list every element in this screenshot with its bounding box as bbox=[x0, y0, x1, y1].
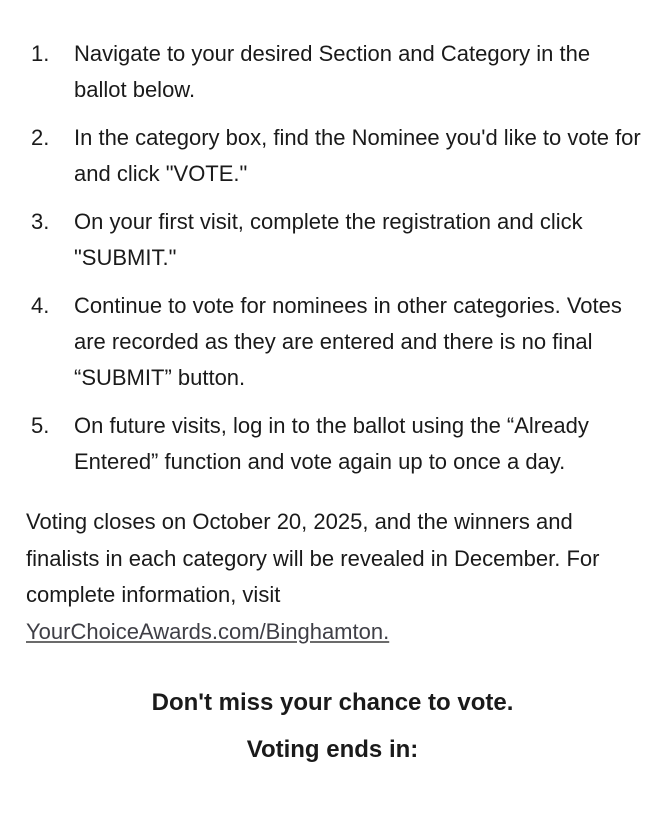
list-item bbox=[0, 408, 665, 480]
voting-closes-paragraph bbox=[26, 504, 646, 650]
list-item bbox=[0, 36, 665, 108]
voting-ends-heading: Voting ends in: bbox=[246, 736, 419, 763]
vote-reminder-heading: Don't miss your chance to vote. bbox=[151, 689, 514, 716]
instruction-list bbox=[0, 36, 665, 492]
list-item bbox=[0, 204, 665, 276]
step-text: Continue to vote for nominees in other categories. Votes are recorded as they are entered and there is no final “SUBMIT” button. bbox=[74, 293, 622, 390]
list-item bbox=[0, 288, 665, 396]
step-number: 1. bbox=[31, 41, 50, 66]
step-text: In the category box, find the Nominee you'd like to vote for and click "VOTE." bbox=[74, 125, 641, 186]
step-number: 2. bbox=[31, 125, 50, 150]
step-number: 4. bbox=[31, 293, 50, 318]
step-number: 5. bbox=[31, 413, 50, 438]
voting-closes-text: Voting closes on October 20, 2025, and the winners and finalists in each category will be revealed in December. For complete information, visit bbox=[26, 509, 600, 607]
awards-website-link[interactable]: YourChoiceAwards.com/Binghamton. bbox=[26, 618, 390, 644]
step-text: Navigate to your desired Section and Category in the ballot below. bbox=[74, 41, 591, 102]
list-item bbox=[0, 120, 665, 192]
step-number: 3. bbox=[31, 209, 50, 234]
step-text: On future visits, log in to the ballot using the “Already Entered” function and vote again up to once a day. bbox=[74, 413, 589, 474]
step-text: On your first visit, complete the registration and click "SUBMIT." bbox=[74, 209, 583, 270]
